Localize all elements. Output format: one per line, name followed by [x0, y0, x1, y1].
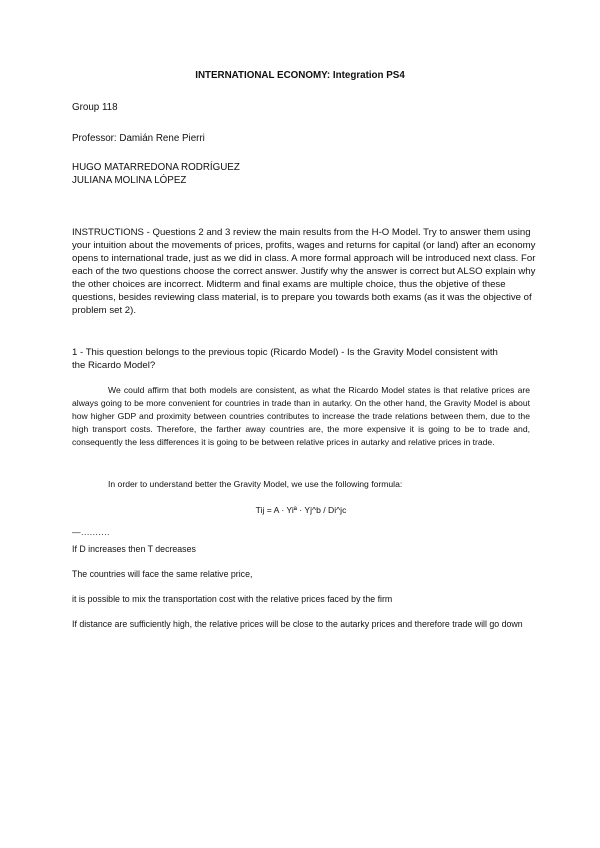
note-line: The countries will face the same relative price, [72, 569, 253, 579]
document-title: INTERNATIONAL ECONOMY: Integration PS4 [195, 70, 405, 81]
answer-1-formula-intro: In order to understand better the Gravity Model, we use the following formula: [108, 479, 403, 489]
author-name: HUGO MATARREDONA RODRÍGUEZ [72, 162, 240, 173]
separator-line: —.......... [72, 527, 110, 537]
note-line: If D increases then T decreases [72, 544, 196, 554]
group-number: Group 118 [72, 102, 118, 113]
answer-1-paragraph: We could affirm that both models are consistent, as what the Ricardo Model states is that relative prices are always going to be more convenient for countries in trade than in autarky. On the other hand, the Gravity Model is about how higher GDP and proximity between countries contributes to increase the trade relations between them, due to the high transport costs. Therefore, the farther away countries are, the more expensive it is going to be to trade and, consequently the less differences it is going to be between relative prices in autarky and relative prices in trade. [72, 385, 530, 447]
gravity-formula: Tij = A · Yiª · Yj^b / Di^jc [255, 505, 347, 515]
question-1: 1 - This question belongs to the previous topic (Ricardo Model) - Is the Gravity Model consistent with the Ricardo Model? [72, 347, 498, 371]
note-line: If distance are sufficiently high, the relative prices will be close to the autarky prices and therefore trade will go down [72, 619, 523, 629]
note-line: it is possible to mix the transportation cost with the relative prices faced by the firm [72, 594, 393, 604]
author-name: JULIANA MOLINA LÓPEZ [72, 175, 187, 186]
instructions-paragraph: INSTRUCTIONS - Questions 2 and 3 review the main results from the H-O Model. Try to answer them using your intuition about the movements of prices, profits, wages and returns for capital (or land) after an economy opens to international trade, just as we did in class. A more formal approach will be introduced next class. For each of the two questions choose the correct answer. Justify why the answer is correct but ALSO explain why the other choices are incorrect. Midterm and final exams are multiple choice, thus the objetive of these questions, besides reviewing class material, is to prepare you towards both exams (as it was the objective of problem set 2). [72, 227, 536, 316]
professor-name: Professor: Damián Rene Pierri [72, 133, 205, 144]
